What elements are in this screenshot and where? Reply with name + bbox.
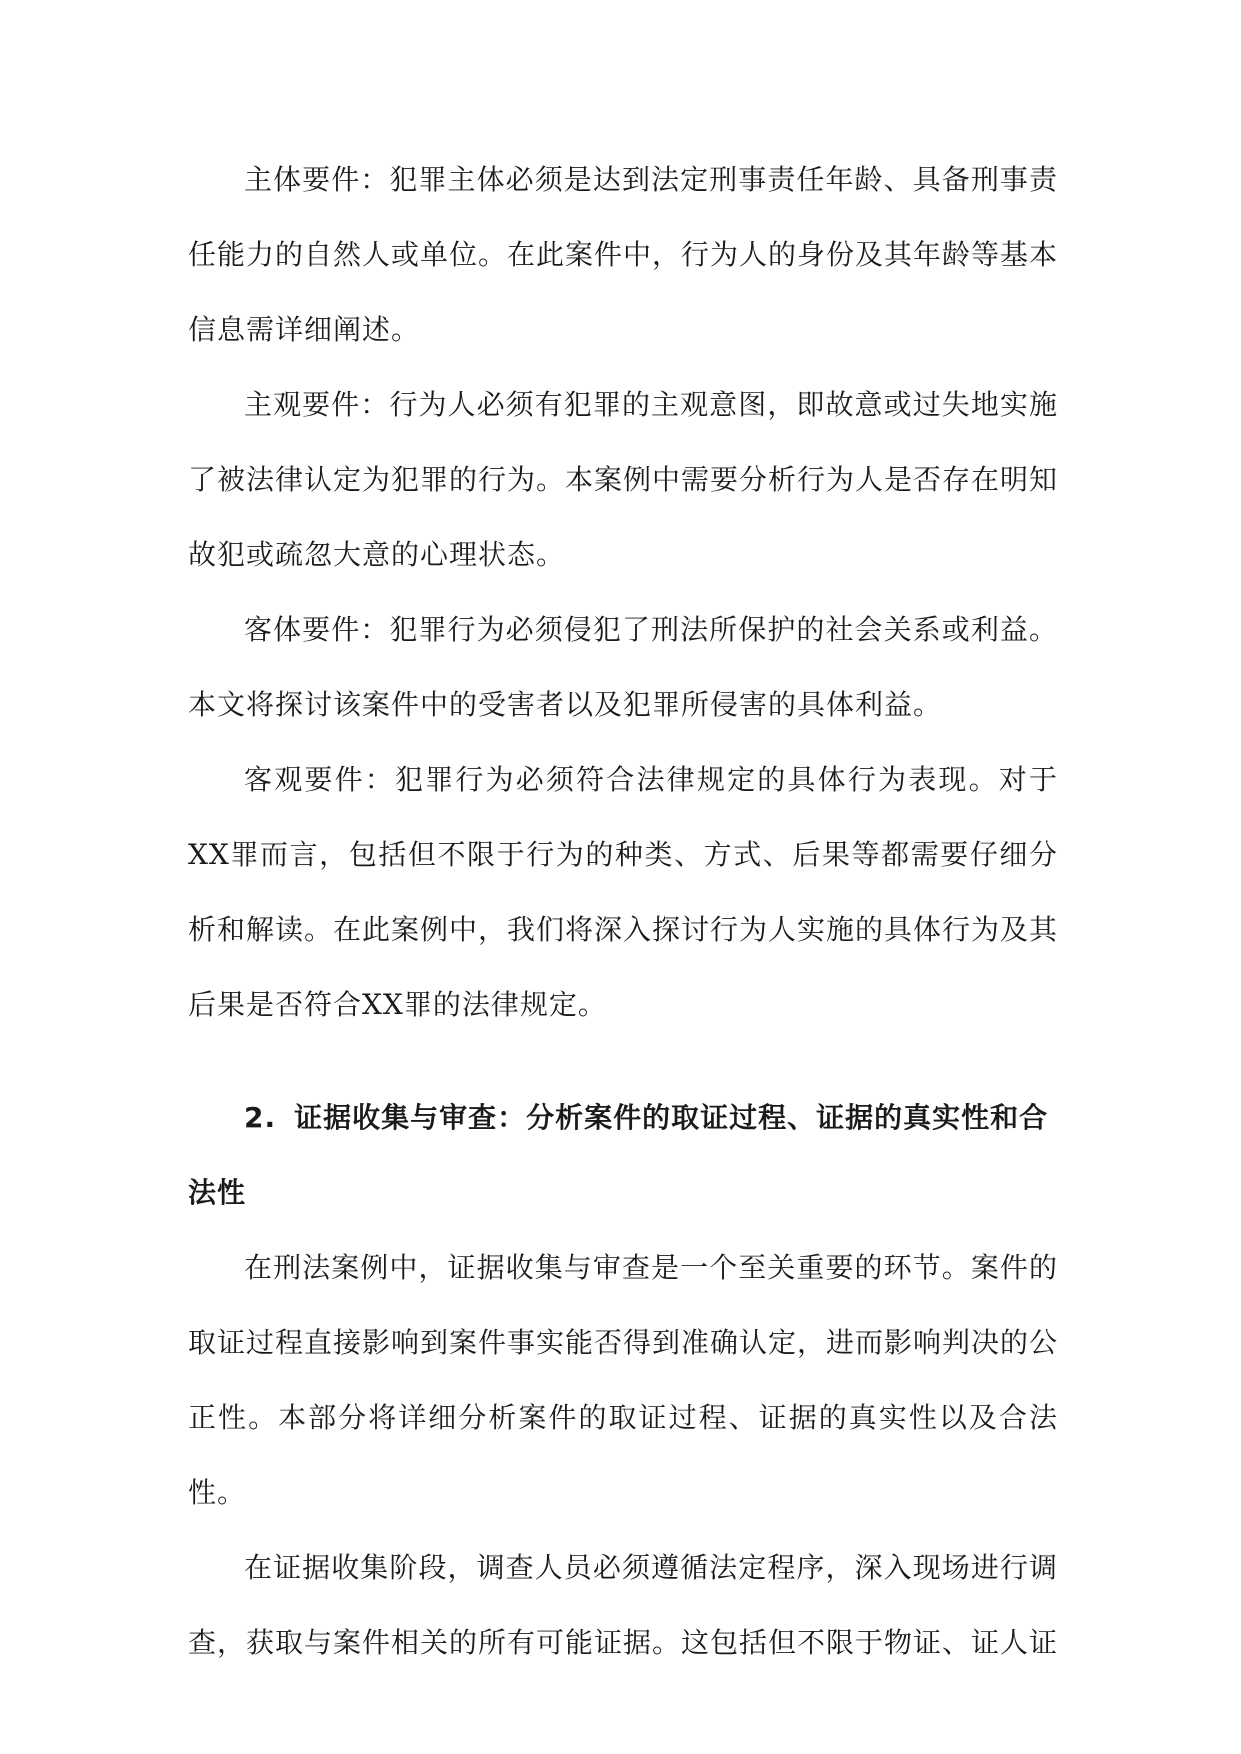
section-heading-evidence [188,1080,1058,1230]
section-title: 证据收集与审查：分析案件的取证过程、证据的真实性和合法性 [188,1101,1049,1209]
paragraph-object-element: 客体要件：犯罪行为必须侵犯了刑法所保护的社会关系或利益。本文将探讨该案件中的受害者以及犯罪所侵害的具体利益。 [188,613,1058,721]
paragraph-evidence-collection: 在证据收集阶段，调查人员必须遵循法定程序，深入现场进行调查，获取与案件相关的所有可能证据。这包括但不限于物证、证人证 [188,1551,1059,1659]
paragraph-subjective-element: 主观要件：行为人必须有犯罪的主观意图，即故意或过失地实施了被法律认定为犯罪的行为。本案例中需要分析行为人是否存在明知故犯或疏忽大意的心理状态。 [188,388,1059,571]
paragraph-evidence-intro: 在刑法案例中，证据收集与审查是一个至关重要的环节。案件的取证过程直接影响到案件事实能否得到准确认定，进而影响判决的公正性。本部分将详细分析案件的取证过程、证据的真实性以及合法性。 [188,1251,1059,1509]
section-number: 2. [244,1101,277,1134]
paragraph-objective-element: 客观要件：犯罪行为必须符合法律规定的具体行为表现。对于XX罪而言，包括但不限于行为的种类、方式、后果等都需要仔细分析和解读。在此案例中，我们将深入探讨行为人实施的具体行为及其后果是否符合XX罪的法律规定。 [188,763,1059,1021]
document-body [188,142,1058,1680]
paragraph-subject-element: 主体要件：犯罪主体必须是达到法定刑事责任年龄、具备刑事责任能力的自然人或单位。在此案件中，行为人的身份及其年龄等基本信息需详细阐述。 [188,163,1059,346]
